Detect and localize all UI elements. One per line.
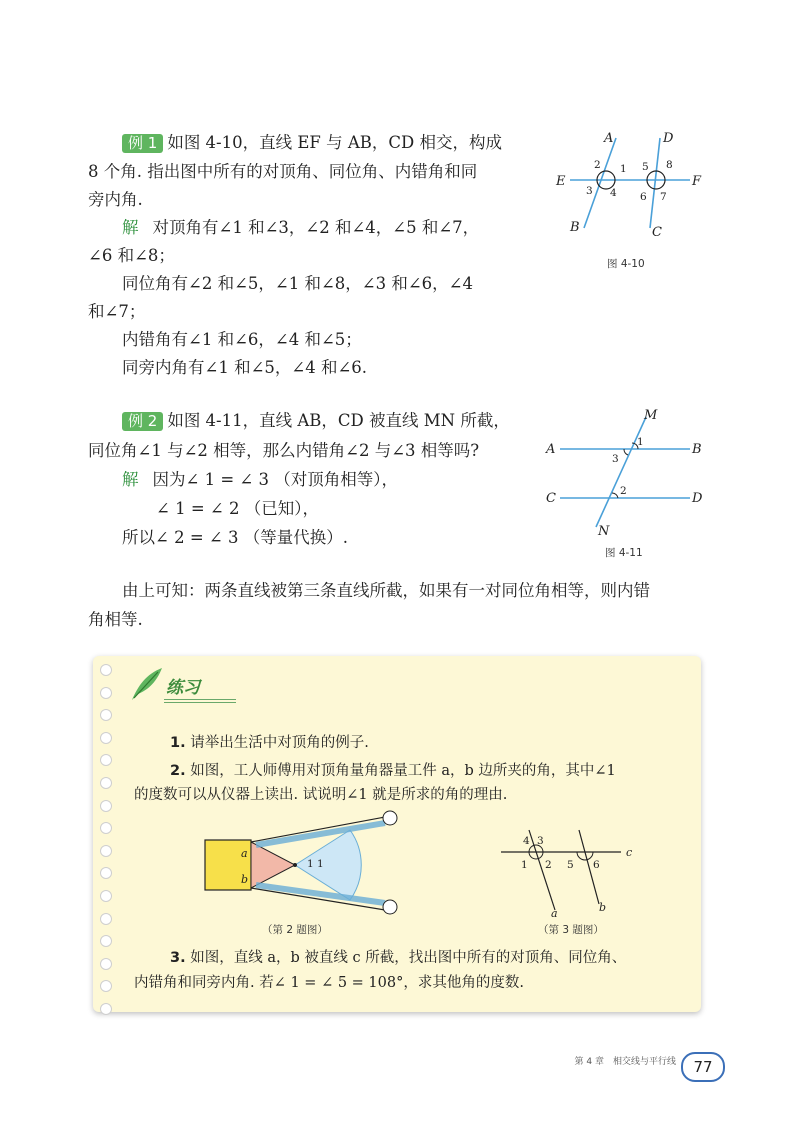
question-2-line2: 的度数可以从仪器上读出. 试说明∠1 就是所求的角的理由.: [134, 787, 508, 803]
angle-3: 3: [586, 185, 593, 197]
label-a: a: [551, 907, 558, 920]
angle-2: 2: [545, 859, 552, 871]
label-b: b: [599, 901, 607, 914]
label-A: A: [546, 442, 556, 457]
question-1: 1. 请举出生活中对顶角的例子.: [170, 735, 369, 751]
figure-4-10-caption: 图 4-10: [607, 258, 645, 270]
angle-8: 8: [666, 159, 673, 171]
angle-1: 1: [521, 859, 528, 871]
example1-solution-line2: ∠6 和∠8；: [88, 246, 175, 265]
figure-q3: [495, 822, 645, 920]
figure-q3-caption: （第 3 题图）: [538, 924, 604, 936]
question-2-line1: 2. 如图，工人师傅用对顶角量角器量工件 a，b 边所夹的角，其中∠1: [170, 763, 616, 779]
figure-4-11: [540, 405, 720, 540]
exercise-title: 练习: [166, 678, 200, 698]
example1-line3: 旁内角.: [88, 190, 143, 209]
label-B: B: [570, 220, 580, 235]
question-3-line2: 内错角和同旁内角. 若∠ 1 = ∠ 5 = 108°，求其他角的度数.: [134, 975, 524, 991]
label-M: M: [644, 408, 658, 423]
example2-solution-line3: 所以∠ 2 = ∠ 3 （等量代换）.: [122, 528, 348, 547]
example2-badge: 例 2: [122, 412, 163, 431]
figure-q2-caption: （第 2 题图）: [262, 924, 328, 936]
conclusion-line2: 角相等.: [88, 610, 143, 629]
label-c: c: [626, 846, 633, 859]
page-number: 77: [681, 1052, 725, 1082]
label-b: b: [241, 873, 249, 886]
angle-4: 4: [523, 835, 530, 847]
question-3-line1: 3. 如图，直线 a，b 被直线 c 所截，找出图中所有的对顶角、同位角、: [170, 950, 627, 966]
angle-6: 6: [593, 859, 600, 871]
label-a: a: [241, 847, 248, 860]
solution-label: 解: [122, 218, 139, 237]
example2-solution-line2: ∠ 1 = ∠ 2 （已知），: [156, 499, 319, 518]
figure-4-10: [550, 128, 710, 248]
label-D: D: [663, 131, 674, 146]
line-AB: [584, 138, 616, 228]
label-E: E: [556, 174, 566, 189]
label-F: F: [692, 174, 702, 189]
example1-solution-line3: 同位角有∠2 和∠5，∠1 和∠8，∠3 和∠6，∠4: [122, 274, 473, 293]
example1-line1: 例 1 如图 4-10，直线 EF 与 AB，CD 相交，构成: [122, 133, 502, 153]
angle-2: 2: [594, 159, 601, 171]
example2-line1: 例 2 如图 4-11，直线 AB，CD 被直线 MN 所截，: [122, 411, 510, 431]
label-C: C: [652, 225, 662, 240]
example1-solution-line4: 和∠7；: [88, 302, 146, 321]
figure-4-11-caption: 图 4-11: [605, 547, 643, 559]
angle-1: 1: [637, 436, 644, 448]
line-CD: [650, 138, 660, 228]
label-D: D: [692, 491, 703, 506]
figure-q2-protractor: [200, 805, 410, 915]
example2-solution-line1: 解 因为∠ 1 = ∠ 3 （对顶角相等），: [122, 470, 398, 489]
angle-3: 3: [537, 835, 544, 847]
angle-6: 6: [640, 191, 647, 203]
conclusion-line1: 由上可知：两条直线被第三条直线所截，如果有一对同位角相等，则内错: [122, 581, 650, 600]
label-C: C: [546, 491, 556, 506]
label-B: B: [692, 442, 702, 457]
feather-pen-icon: [128, 664, 168, 704]
angle-3: 3: [612, 453, 619, 465]
angle-7: 7: [660, 191, 667, 203]
example2-line2: 同位角∠1 与∠2 相等，那么内错角∠2 与∠3 相等吗?: [88, 441, 480, 460]
label-N: N: [598, 524, 610, 539]
example1-line2: 8 个角. 指出图中所有的对顶角、同位角、内错角和同: [88, 162, 478, 181]
line-MN: [596, 417, 646, 527]
angle-2: 2: [620, 485, 627, 497]
solution-label: 解: [122, 470, 139, 489]
example1-solution-line6: 同旁内角有∠1 和∠5，∠4 和∠6.: [122, 358, 368, 377]
binder-holes: [100, 664, 116, 1026]
example1-solution-line1: 解 对顶角有∠1 和∠3，∠2 和∠4，∠5 和∠7，: [122, 218, 480, 237]
angle-1-left: 1: [307, 858, 314, 870]
angle-1: 1: [620, 163, 627, 175]
angle-5: 5: [567, 859, 574, 871]
chapter-footer: 第 4 章 相交线与平行线: [574, 1057, 676, 1067]
angle-5: 5: [642, 161, 649, 173]
angle-1-right: 1: [317, 858, 324, 870]
example1-badge: 例 1: [122, 134, 163, 153]
label-A: A: [604, 131, 614, 146]
example1-solution-line5: 内错角有∠1 和∠6，∠4 和∠5；: [122, 330, 362, 349]
angle-4: 4: [610, 187, 617, 199]
